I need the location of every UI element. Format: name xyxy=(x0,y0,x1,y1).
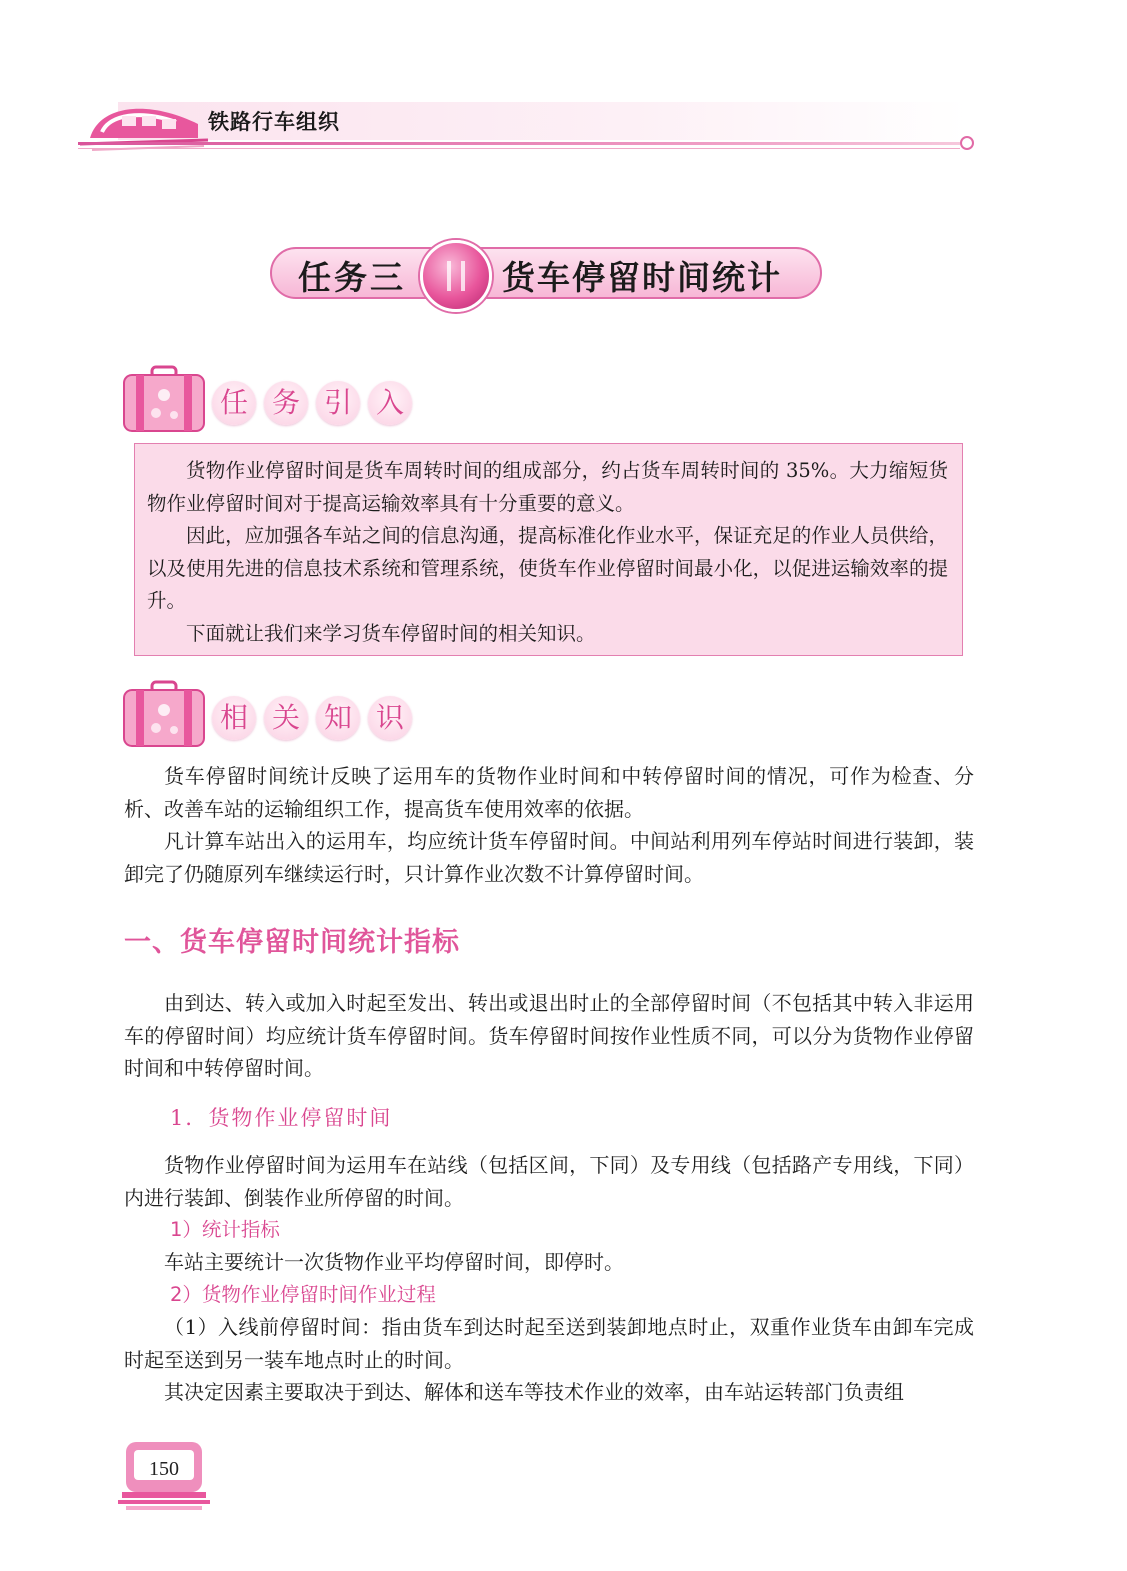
sub-heading: 1）统计指标 xyxy=(170,1218,280,1241)
intro-box xyxy=(134,443,963,656)
intro-heading-char: 引 xyxy=(316,381,360,425)
sub-body xyxy=(124,1311,974,1409)
header-rule-end-dot xyxy=(960,136,974,150)
section-title: 一、货车停留时间统计指标 xyxy=(124,927,460,958)
header-title: 铁路行车组织 xyxy=(208,110,340,134)
intro-heading-char: 任 xyxy=(212,381,256,425)
suitcase-icon xyxy=(122,365,206,435)
body-paragraph: 货物作业停留时间为运用车在站线（包括区间，下同）及专用线（包括路产专用线，下同）内进行装卸、倒装作业所停留的时间。 xyxy=(124,1153,974,1210)
section-body xyxy=(124,987,974,1085)
task-title: 货车停留时间统计 xyxy=(502,258,782,297)
intro-paragraph: 货物作业停留时间是货车周转时间的组成部分，约占货车周转时间的 35%。大力缩短货物作业停留时间对于提高运输效率具有十分重要的意义。 xyxy=(147,459,948,515)
page-number: 150 xyxy=(149,1458,179,1480)
body-paragraph: （1）入线前停留时间：指由货车到达时起至送到装卸地点时止，双重作业货车由卸车完成时起至送到另一装车地点时止的时间。 xyxy=(124,1315,974,1372)
body-paragraph: 由到达、转入或加入时起至发出、转出或退出时止的全部停留时间（不包括其中转入非运用车的停留时间）均应统计货车停留时间。货车停留时间按作业性质不同，可以分为货物作业停留时间和中转停留时间。 xyxy=(124,991,974,1080)
knowledge-heading-char: 知 xyxy=(316,696,360,740)
body-paragraph: 凡计算车站出入的运用车，均应统计货车停留时间。中间站利用列车停站时间进行装卸，装卸完了仍随原列车继续运行时，只计算作业次数不计算停留时间。 xyxy=(124,829,974,886)
task-label: 任务三 xyxy=(298,258,406,297)
intro-paragraph: 下面就让我们来学习货车停留时间的相关知识。 xyxy=(186,621,596,645)
section-heading-intro xyxy=(122,365,422,437)
suitcase-icon xyxy=(122,680,206,750)
header-rule xyxy=(78,142,960,145)
knowledge-heading-char: 关 xyxy=(264,696,308,740)
task-banner xyxy=(270,240,826,306)
body-paragraph: 货车停留时间统计反映了运用车的货物作业时间和中转停留时间的情况，可作为检查、分析、改善车站的运输组织工作，提高货车使用效率的依据。 xyxy=(124,764,974,821)
sub-heading: 2）货物作业停留时间作业过程 xyxy=(170,1283,436,1306)
knowledge-heading-char: 识 xyxy=(368,696,412,740)
intro-paragraph: 因此，应加强各车站之间的信息沟通，提高标准化作业水平，保证充足的作业人员供给，以及使用先进的信息技术系统和管理系统，使货车作业停留时间最小化，以促进运输效率的提升。 xyxy=(147,524,948,612)
train-icon xyxy=(80,94,210,156)
intro-heading-char: 务 xyxy=(264,381,308,425)
body-paragraph: 其决定因素主要取决于到达、解体和送车等技术作业的效率，由车站运转部门负责组 xyxy=(164,1380,904,1404)
body-paragraph: 车站主要统计一次货物作业平均停留时间，即停时。 xyxy=(164,1250,624,1274)
subsection-title: 1．货物作业停留时间 xyxy=(170,1106,393,1130)
banner-circle-icon xyxy=(420,240,492,312)
knowledge-body xyxy=(124,760,974,890)
header-rule-thin xyxy=(78,148,960,149)
sub-body xyxy=(124,1246,974,1279)
knowledge-heading-char: 相 xyxy=(212,696,256,740)
subsection-body xyxy=(124,1149,974,1214)
intro-heading-char: 入 xyxy=(368,381,412,425)
page-header xyxy=(78,92,978,162)
section-heading-knowledge xyxy=(122,680,422,752)
